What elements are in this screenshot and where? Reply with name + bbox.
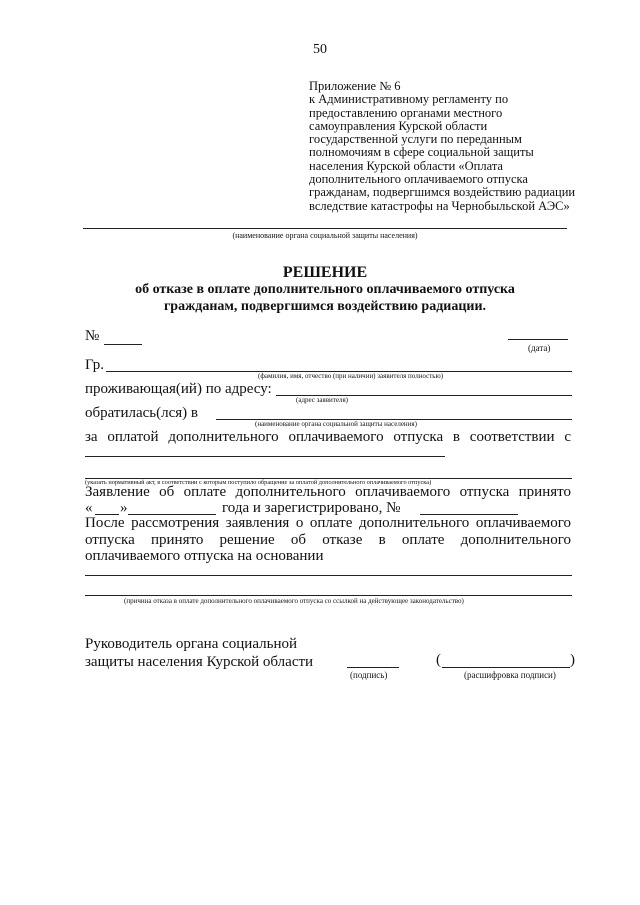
date-caption: (дата) xyxy=(528,343,551,353)
appendix-line: государственной услуги по переданным xyxy=(309,132,522,147)
head-title-line-2: защиты населения Курской области xyxy=(85,654,314,670)
act-field-line-1[interactable] xyxy=(85,456,445,457)
applied-label: обратилась(лся) в xyxy=(85,405,198,421)
signature-decode-field[interactable] xyxy=(442,667,570,668)
decode-caption: (расшифровка подписи) xyxy=(464,670,556,680)
act-caption: (указать нормативный акт, в соответствии с которым поступило обращение за оплатой дополнительного оплачиваемого отпуска) xyxy=(85,479,432,486)
citizen-label: Гр. xyxy=(85,357,104,373)
accepted-line: Заявление об оплате дополнительного оплачиваемого отпуска принято xyxy=(85,484,571,500)
citizen-caption: (фамилия, имя, отчество (при наличии) заявителя полностью) xyxy=(258,372,444,380)
org-caption: (наименование органа социальной защиты населения) xyxy=(232,231,418,240)
appendix-line: полномочиям в сфере социальной защиты xyxy=(309,145,534,160)
after-review-line-3: оплачиваемого отпуска на основании xyxy=(85,548,324,564)
appendix-line: населения Курской области «Оплата xyxy=(309,158,503,173)
appendix-block xyxy=(309,80,609,213)
reason-field-line-2[interactable] xyxy=(85,595,572,596)
reason-caption: (причина отказа в оплате дополнительного оплачиваемого отпуска со ссылкой на действующее законодательство) xyxy=(124,597,464,605)
decision-title: РЕШЕНИЕ xyxy=(282,264,368,281)
address-label: проживающая(ий) по адресу: xyxy=(85,381,272,397)
decision-subtitle-1: об отказе в оплате дополнительного оплачиваемого отпуска xyxy=(135,282,515,297)
appendix-line: гражданам, подвергшимся воздействию радиации xyxy=(309,185,576,200)
date-close-quote: » xyxy=(120,500,128,516)
reason-field-line-1[interactable] xyxy=(85,575,572,576)
appendix-title: Приложение № 6 xyxy=(309,79,401,93)
paren-open: ( xyxy=(436,652,441,668)
head-title-line-1: Руководитель органа социальной xyxy=(85,636,297,652)
number-label: № xyxy=(85,328,100,344)
year-registered-text: года и зарегистрировано, № xyxy=(222,500,401,516)
date-field[interactable] xyxy=(508,339,568,340)
appendix-line: вследствие катастрофы на Чернобыльской АЭС» xyxy=(309,198,570,213)
appendix-line: самоуправления Курской области xyxy=(309,118,488,133)
address-caption: (адрес заявителя) xyxy=(296,396,348,404)
payment-line: за оплатой дополнительного оплачиваемого отпуска в соответствии с xyxy=(85,429,571,445)
decision-subtitle-2: гражданам, подвергшимся воздействию радиации. xyxy=(163,299,487,314)
applied-caption: (наименование органа социальной защиты населения) xyxy=(255,420,417,428)
page-number: 50 xyxy=(313,42,327,57)
org-name-line[interactable] xyxy=(83,228,567,229)
date-open-quote: « xyxy=(85,500,93,516)
after-review-line-1: После рассмотрения заявления о оплате дополнительного оплачиваемого xyxy=(85,515,571,531)
number-field[interactable] xyxy=(104,344,142,345)
appendix-line: предоставлению органами местного xyxy=(309,105,503,120)
after-review-line-2: отпуска принято решение об отказе в оплате дополнительного xyxy=(85,532,571,548)
appendix-line: дополнительного оплачиваемого отпуска xyxy=(309,172,528,187)
signature-caption: (подпись) xyxy=(350,670,388,680)
signature-field[interactable] xyxy=(347,667,399,668)
appendix-line: к Административному регламенту по xyxy=(309,92,509,107)
paren-close: ) xyxy=(570,652,575,668)
